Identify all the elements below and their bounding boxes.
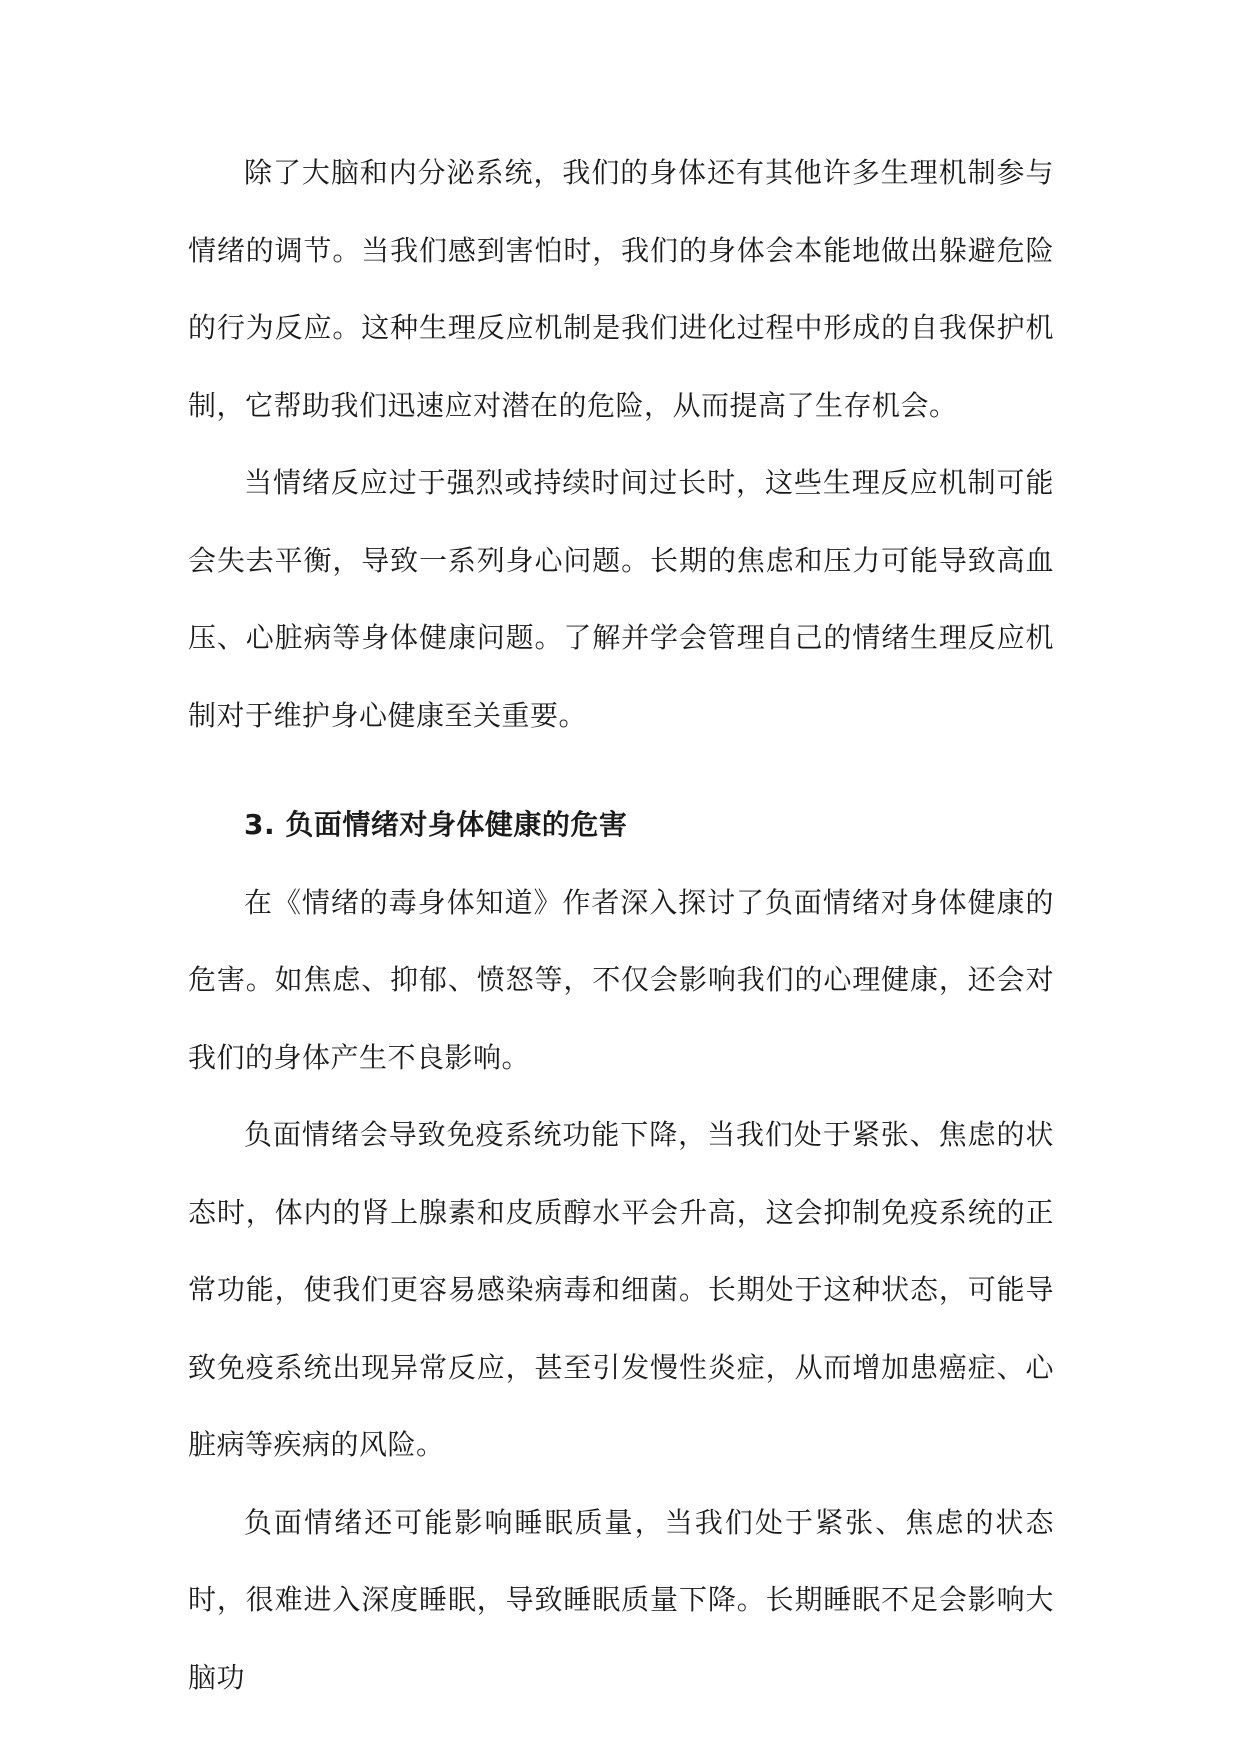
paragraph-brain-endocrine: 除了大脑和内分泌系统，我们的身体还有其他许多生理机制参与情绪的调节。当我们感到害怕时，我们的身体会本能地做出躲避危险的行为反应。这种生理反应机制是我们进化过程中形成的自我保护机制，它帮助我们迅速应对潜在的危险，从而提高了生存机会。 [188, 156, 1054, 422]
paragraph-immune-system: 负面情绪会导致免疫系统功能下降，当我们处于紧张、焦虑的状态时，体内的肾上腺素和皮质醇水平会升高，这会抑制免疫系统的正常功能，使我们更容易感染病毒和细菌。长期处于这种状态，可能导致免疫系统出现异常反应，甚至引发慢性炎症，从而增加患癌症、心脏病等疾病的风险。 [188, 1118, 1054, 1461]
paragraph-sleep-quality: 负面情绪还可能影响睡眠质量，当我们处于紧张、焦虑的状态时，很难进入深度睡眠，导致睡眠质量下降。长期睡眠不足会影响大脑功 [188, 1505, 1054, 1694]
paragraph-imbalance: 当情绪反应过于强烈或持续时间过长时，这些生理反应机制可能会失去平衡，导致一系列身心问题。长期的焦虑和压力可能导致高血压、心脏病等身体健康问题。了解并学会管理自己的情绪生理反应机制对于维护身心健康至关重要。 [188, 466, 1054, 732]
section-heading: 3. 负面情绪对身体健康的危害 [244, 808, 628, 841]
document-body [188, 134, 1054, 1716]
paragraph-book-intro: 在《情绪的毒身体知道》作者深入探讨了负面情绪对身体健康的危害。如焦虑、抑郁、愤怒等，不仅会影响我们的心理健康，还会对我们的身体产生不良影响。 [188, 885, 1054, 1074]
